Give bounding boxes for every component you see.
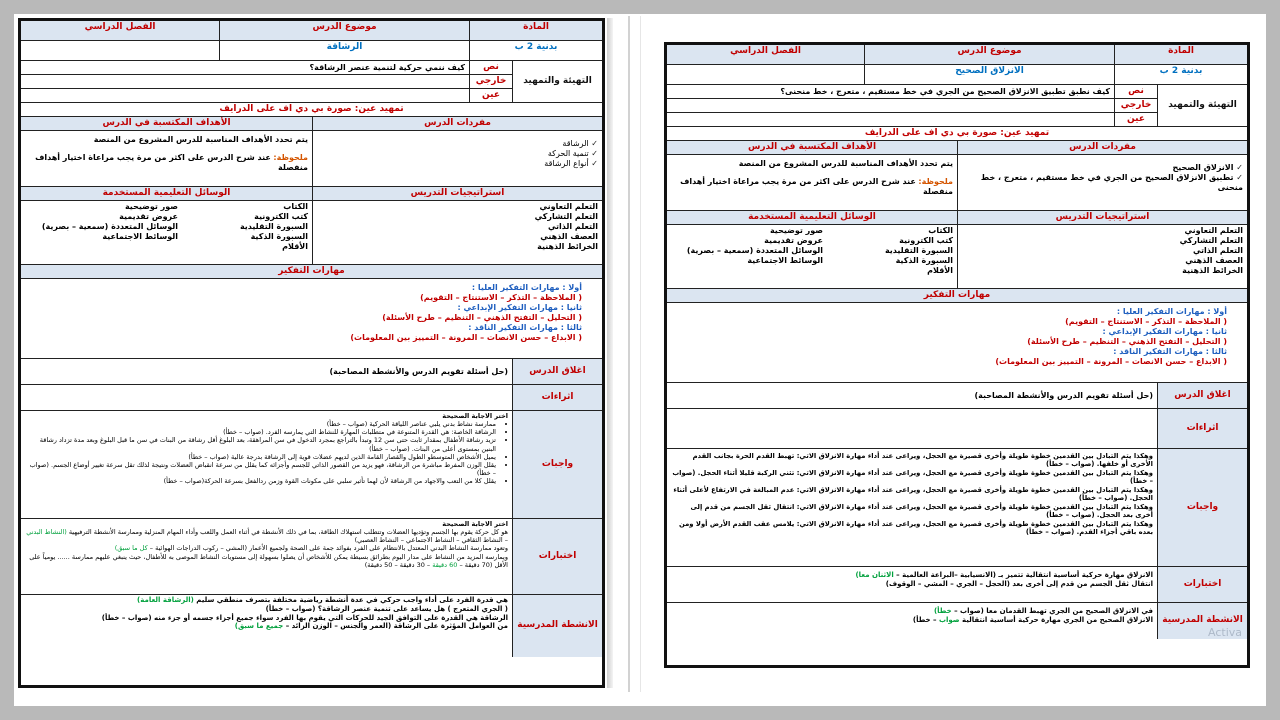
thinking-header-row [667, 289, 1247, 303]
test-question-tail: – 30 دقيقة – 50 دقيقة) [364, 560, 431, 569]
strategy-item: التعلم التشاركي [1179, 236, 1243, 245]
lesson-plan-page-right [664, 42, 1250, 668]
strategy-item: التعلم الذاتي [1192, 246, 1243, 255]
goals-title: الأهداف المكتسبة في الدرس [102, 118, 231, 128]
thinking-line: أولا : مهارات التفكير العليا : [1116, 307, 1227, 316]
text-type-label: نص [470, 61, 512, 75]
strategies-title: استراتيجيات التدريس [957, 211, 1247, 224]
activity-text: من العوامل المؤثرة على الرشاقة (العمر والجنس – الوزن الزائد – [285, 622, 508, 631]
page-separator [628, 16, 630, 692]
goals-note-label: ملحوظة: [273, 153, 308, 162]
homework-item: • الرشاقة الخاصة: هي القدرة المتنوعة في متطلبات المهارة للنشاط التي يمارسه الفرد. (صواب – خطأ) [25, 428, 496, 436]
strategies-tools-row [21, 201, 602, 265]
strategy-item: التعلم الذاتي [547, 222, 598, 231]
vocab-item: ✓ أنواع الرشاقة [317, 159, 598, 169]
homework-label: واجبات [512, 411, 602, 518]
thinking-line: ثانيا : مهارات التفكير الإبداعي : [1102, 327, 1227, 336]
homework-content [21, 411, 512, 518]
test-question-tail: – النشاط الثقافي – النشاط الاجتماعي – النشاط العصبي) [354, 536, 508, 545]
vocab-goals-header-row [21, 117, 602, 131]
goals-title: الأهداف المكتسبة في الدرس [747, 142, 877, 152]
thinking-line: ( الملاحظة – التذكر – الاستنتاج – التقويم) [420, 293, 582, 302]
homework-item: • تزيد رشاقة الأطفال بمقدار ثابت حتى سن 12 وتبدأ بالتراجع بمجرد الدخول في سن المراهقة، بعد البلوغ أقل رشاقة من البنات في سن ما قبل البلوغ وبعد مدة تزداد رشاقة البنين بمستوى أعلى من البنات. (صواب – خطأ) [25, 436, 496, 452]
homework-content [667, 449, 1157, 566]
tool-item: الوسائط الاجتماعية [747, 256, 823, 265]
tool-item: الوسائل المتعددة (سمعية – بصرية) [41, 222, 178, 231]
subject-label: المادة [1114, 45, 1247, 64]
tool-item: السبورة التقليدية [884, 246, 953, 255]
external-type-label: خارجي [470, 75, 512, 89]
tools-title: الوسائل التعليمية المستخدمة [748, 212, 876, 222]
activity-text: الرشاقة هي القدرة على التوافق الجيد للحركات التي يقوم بها الفرد سواء جميع أجزاء جسمه أو جزء منه (صواب – خطأ) [101, 613, 508, 622]
vocab-item: ✓ الرشاقة [317, 139, 598, 149]
thinking-title: مهارات التفكير [923, 290, 991, 300]
homework-item: • يقلل كلا من التعب والاجهاد من الرشاقة لأن لهما تأثير سلبي على مكونات القوة وزمن ردالفعل بسرعة الحركة(صواب – خطأ) [25, 477, 496, 485]
semester-value [21, 41, 219, 60]
goals-note-label: ملحوظة: [918, 177, 953, 186]
warmup-row [667, 127, 1247, 141]
homework-item: وهكذا يتم التبادل بين القدمين خطوة طويلة وأخرى قصيرة مع الحجل، ويراعى عند أداء مهارة الانزلاق الاتي: يلامس عقب القدم الأرض أولا ومن بعده باقي أجزاء القدم. (صواب – خطأ) [678, 519, 1153, 537]
thinking-line: ثالثا : مهارات التفكير الناقد : [468, 323, 582, 332]
strategy-item: التعلم التعاوني [1184, 226, 1243, 235]
closing-text: (حل أسئلة تقويم الدرس والأنشطة المصاحبة) [974, 390, 1153, 400]
test-answer: الاثنان معا) [855, 571, 894, 579]
tool-item: الأقلام [282, 242, 308, 251]
thinking-skills [21, 279, 602, 358]
closing-text: (حل أسئلة تقويم الدرس والأنشطة المصاحبة) [329, 366, 508, 376]
homework-item: • ممارسة نشاط بدني يلبي عناصر اللياقة الحركية (صواب – خطأ) [25, 420, 496, 428]
tests-content [21, 519, 512, 594]
intro-row [21, 61, 602, 103]
homework-item: وهكذا يتم التبادل بين القدمين خطوة طويلة وأخرى قصيرة مع الحجل، ويراعى عند أداء مهارة الانزلاق الاتي: تثني الركبة قليلا أثناء الحجل. (صواب – خطأ) [672, 468, 1153, 486]
strategies-list [312, 201, 602, 264]
vocab-list [312, 131, 602, 186]
intro-types [1114, 85, 1157, 126]
thinking-line: ( الملاحظة – التذكر – الاستنتاج – التقويم) [1065, 317, 1227, 326]
homework-row [667, 449, 1247, 567]
thinking-header-row [21, 265, 602, 279]
enrich-row [21, 385, 602, 411]
strategies-tools-row [667, 225, 1247, 289]
strategy-item: الخرائط الذهنية [537, 242, 598, 251]
test-question: هو كل حركة يقوم بها الجسم وتؤديها العضلات وتتطلب استهلاك الطاقة، بما في ذلك الأنشطة في أثناء العمل واللعب وأداء المهام المنزلية وممارسة الأنشطة الترفيهية [68, 528, 508, 537]
semester-label: الفصل الدراسي [730, 46, 801, 56]
enrich-label: اثراءات [512, 385, 602, 410]
closing-row [21, 359, 602, 385]
closing-label: اغلاق الدرس [1157, 383, 1247, 408]
test-question: وتعود ممارسة النشاط البدني المعتدل بالانتظام على الفرد بفوائد جمة على الصحة ولجميع الأعمار (المشي – ركوب الدراجات الهوائية – [149, 544, 508, 553]
homework-item: • يقلل الوزن المفرط مباشرة من الرشاقة، فهو يزيد من القصور الذاتي للجسم وأجزائه كما يقلل من سرعة انقباض العضلات ونتيجة لذلك تقل سرعة تغيير أوضاع الجسم. (صواب – خطأ) [25, 461, 496, 477]
text-type-label: نص [1115, 85, 1157, 99]
activation-watermark: Activa [1208, 626, 1242, 639]
tools-title: الوسائل التعليمية المستخدمة [102, 188, 231, 198]
intro-blank-line [667, 99, 1114, 113]
test-answer: كل ما سبق) [114, 544, 148, 553]
activity-text-tail: – خطأ) [912, 615, 937, 624]
activity-answer: صواب [938, 615, 960, 624]
tool-item: كتب الكترونية [254, 212, 308, 221]
vocab-goals-header-row [667, 141, 1247, 155]
vocab-item: ✓ الانزلاق الصحيح [962, 163, 1243, 173]
vocab-goals-row [667, 155, 1247, 211]
strategy-item: التعلم التعاوني [539, 202, 598, 211]
vocab-title: مفردات الدرس [957, 141, 1247, 154]
intro-lines [667, 85, 1114, 126]
warmup-text: تمهيد عين: صورة بي دي اف على الدرايف [864, 128, 1050, 138]
activities-label: الانشطة المدرسية [1157, 603, 1247, 639]
tests-content [667, 567, 1157, 602]
page-fold-shadow [607, 18, 613, 688]
thinking-line: ثانيا : مهارات التفكير الإبداعي : [457, 303, 582, 312]
enrich-content [21, 385, 512, 410]
test-question: انتقال ثقل الجسم من قدم إلى أخرى بعد (الحجل – الجري – المشي – الوقوف) [885, 579, 1153, 588]
semester-value [667, 65, 864, 84]
eye-type-label: عين [1127, 113, 1145, 124]
test-answer: 60 دقيقة [432, 560, 458, 569]
tool-item: السبورة الذكية [895, 256, 953, 265]
thinking-line: ( التحليل – التفتح الذهني – التنظيم – طرح الأسئلة) [1027, 337, 1227, 346]
page-separator-shadow [640, 16, 641, 692]
tests-label: اختبارات [1157, 567, 1247, 602]
tool-item: الوسائط الاجتماعية [102, 232, 178, 241]
activity-text: ( الجري المتعرج ) هل يساعد على تنمية عنصر الرشاقة؟ (صواب – خطأ) [265, 604, 508, 613]
test-question: ويمارسه المزيد من النشاط على مدار اليوم بطرائق بسيطة يمكن للأشخاص أن يصلوا بسهولة إلى مستويات النشاط الموصى به للأطفال، حيث ينبغي عليهم ممارسة ...... يومياً على الأقل (70 دقيقة – [29, 552, 508, 569]
strategy-item: العصف الذهني [1185, 256, 1243, 265]
vocab-title: مفردات الدرس [312, 117, 602, 130]
goals-note-text: عند شرح الدرس على اكثر من مرة يجب مراعاة اختيار أهداف منفصلة [680, 177, 953, 196]
eye-type-label: عين [482, 89, 500, 100]
vocab-goals-row [21, 131, 602, 187]
activity-answer: جميع ما سبق) [234, 622, 284, 631]
header-values-row [667, 65, 1247, 85]
tests-row [21, 519, 602, 595]
topic-value: الانزلاق الصحيح [864, 65, 1114, 84]
header-labels-row [21, 21, 602, 41]
intro-row [667, 85, 1247, 127]
tool-item: الأقلام [927, 266, 953, 275]
closing-label: اغلاق الدرس [512, 359, 602, 384]
topic-value: الرشاقة [219, 41, 469, 60]
tests-row [667, 567, 1247, 603]
test-question: الانزلاق مهارة حركية أساسية انتقالية تتميز بـ (الانسيابية –البراعة العالمية – [896, 571, 1153, 579]
activity-text: هي قدرة الفرد على أداء واجب حركي في عدة أنشطة رياضية مختلفة بتصرف منطقي سليم [196, 596, 508, 604]
tool-item: السبورة الذكية [250, 232, 308, 241]
tests-label: اختبارات [512, 519, 602, 594]
vocab-list [957, 155, 1247, 210]
header-labels-row [667, 45, 1247, 65]
intro-types [469, 61, 512, 102]
thinking-line: ( التحليل – التفتح الذهني – التنظيم – طرح الأسئلة) [382, 313, 582, 322]
intro-question: كيف ننمي حركية لتنمية عنصر الرشاقة؟ [21, 61, 469, 75]
thinking-row [667, 303, 1247, 383]
tools-list [667, 225, 957, 288]
thinking-line: أولا : مهارات التفكير العليا : [471, 283, 582, 292]
intro-blank-line-2 [21, 89, 469, 102]
warmup-row [21, 103, 602, 117]
tests-heading: اختر الاجابة الصحيحة [442, 520, 508, 528]
intro-blank-line-2 [667, 113, 1114, 126]
thinking-line: ( الابداع – حسن الانصات – المرونة – التمييز بين المعلومات) [350, 333, 582, 342]
tool-item: صور توضيحية [769, 226, 823, 235]
enrich-row [667, 409, 1247, 449]
intro-blank-line [21, 75, 469, 89]
strategy-item: الخرائط الذهنية [1182, 266, 1243, 275]
topic-label: موضوع الدرس [864, 45, 1114, 64]
intro-label: التهيئة والتمهيد [1157, 85, 1247, 126]
lesson-plan-page-left [18, 18, 605, 688]
thinking-line: ( الابداع – حسن الانصات – المرونة – التمييز بين المعلومات) [995, 357, 1227, 366]
warmup-text: تمهيد عين: صورة بي دي اف على الدرايف [219, 104, 404, 114]
thinking-skills [667, 303, 1247, 382]
activity-text: في الانزلاق الصحيح من الجري تهبط القدمان معا (صواب – [954, 607, 1153, 615]
homework-heading: اختر الاجابة الصحيحة [442, 412, 508, 420]
tools-list [21, 201, 312, 264]
tool-item: كتب الكترونية [899, 236, 953, 245]
vocab-item: ✓ تطبيق الانزلاق الصحيح من الجري في خط مستقيم ، متعرج ، خط منحنى [962, 173, 1243, 193]
homework-row [21, 411, 602, 519]
tool-item: عروض تقديمية [764, 236, 823, 245]
semester-label: الفصل الدراسي [84, 22, 156, 32]
homework-label: واجبات [1157, 449, 1247, 566]
activity-text: الانزلاق الصحيح من الجري مهارة حركية أساسية انتقالية [962, 615, 1153, 624]
strategies-title: استراتيجيات التدريس [312, 187, 602, 200]
closing-row [667, 383, 1247, 409]
thinking-title: مهارات التفكير [278, 266, 345, 276]
subject-value: بدنية 2 ب [469, 41, 602, 60]
strategies-list [957, 225, 1247, 288]
tool-item: الكتاب [283, 202, 308, 211]
thinking-line: ثالثا : مهارات التفكير الناقد : [1113, 347, 1227, 356]
goals-box [667, 155, 957, 210]
strategies-tools-header-row [667, 211, 1247, 225]
activities-content [21, 595, 512, 657]
vocab-item: ✓ تنمية الحركة [317, 149, 598, 159]
goals-note-text: عند شرح الدرس على اكثر من مرة يجب مراعاة اختيار أهداف منفصلة [35, 153, 308, 172]
goals-line: يتم تحدد الأهداف المناسبة للدرس المشروع من المنصة [93, 135, 308, 144]
tool-item: عروض تقديمية [119, 212, 178, 221]
activities-label: الانشطة المدرسية [512, 595, 602, 657]
activity-answer: (الرشاقة العامة) [137, 596, 194, 604]
topic-label: موضوع الدرس [219, 21, 469, 40]
homework-item: وهكذا يتم التبادل بين القدمين خطوة طويلة وأخرى قصيرة مع الحجل، ويراعى عند أداء مهارة الانزلاق الاتي: انتقال ثقل الجسم من قدم إلى أخرى بعد الحجل. (صواب – خطأ) [690, 502, 1153, 520]
tool-item: صور توضيحية [124, 202, 178, 211]
enrich-content [667, 409, 1157, 448]
strategy-item: التعلم التشاركي [534, 212, 598, 221]
thinking-row [21, 279, 602, 359]
goals-line: يتم تحدد الأهداف المناسبة للدرس المشروع من المنصة [738, 159, 953, 168]
intro-lines [21, 61, 469, 102]
intro-label: التهيئة والتمهيد [512, 61, 602, 102]
enrich-label: اثراءات [1157, 409, 1247, 448]
subject-label: المادة [469, 21, 602, 40]
homework-item: وهكذا يتم التبادل بين القدمين خطوة طويلة وأخرى قصيرة مع الحجل، ويراعى عند أداء مهارة الانزلاق الاتي: تهبط القدم الحرة بجانب القدم الأخرى أو خلفها. (صواب – خطأ) [692, 452, 1153, 469]
homework-item: • يميل الأشخاص المتوسطو الطول والقصار القامة الذين لديهم عضلات قوية إلى الرشاقة بدرجة عالية (صواب – خطأ) [25, 453, 496, 461]
activity-answer: خطأ) [933, 607, 952, 615]
homework-item: وهكذا يتم التبادل بين القدمين خطوة طويلة وأخرى قصيرة مع الحجل، ويراعى عند أداء مهارة الانزلاق الاتي: عدم المبالغة في الارتفاع لأعلى أثناء الحجل. (صواب – خطأ) [673, 485, 1153, 503]
activities-content [667, 603, 1157, 639]
external-type-label: خارجي [1115, 99, 1157, 113]
tool-item: السبورة التقليدية [239, 222, 308, 231]
goals-box [21, 131, 312, 186]
activities-row [667, 603, 1247, 639]
tool-item: الكتاب [928, 226, 953, 235]
subject-value: بدنية 2 ب [1114, 65, 1247, 84]
strategy-item: العصف الذهني [540, 232, 598, 241]
test-answer: (النشاط البدني [26, 528, 67, 537]
header-values-row [21, 41, 602, 61]
intro-question: كيف نطبق تطبيق الانزلاق الصحيح من الجري في خط مستقيم ، متعرج ، خط منحنى؟ [667, 85, 1114, 99]
tool-item: الوسائل المتعددة (سمعية – بصرية) [686, 246, 823, 255]
activities-row [21, 595, 602, 657]
strategies-tools-header-row [21, 187, 602, 201]
